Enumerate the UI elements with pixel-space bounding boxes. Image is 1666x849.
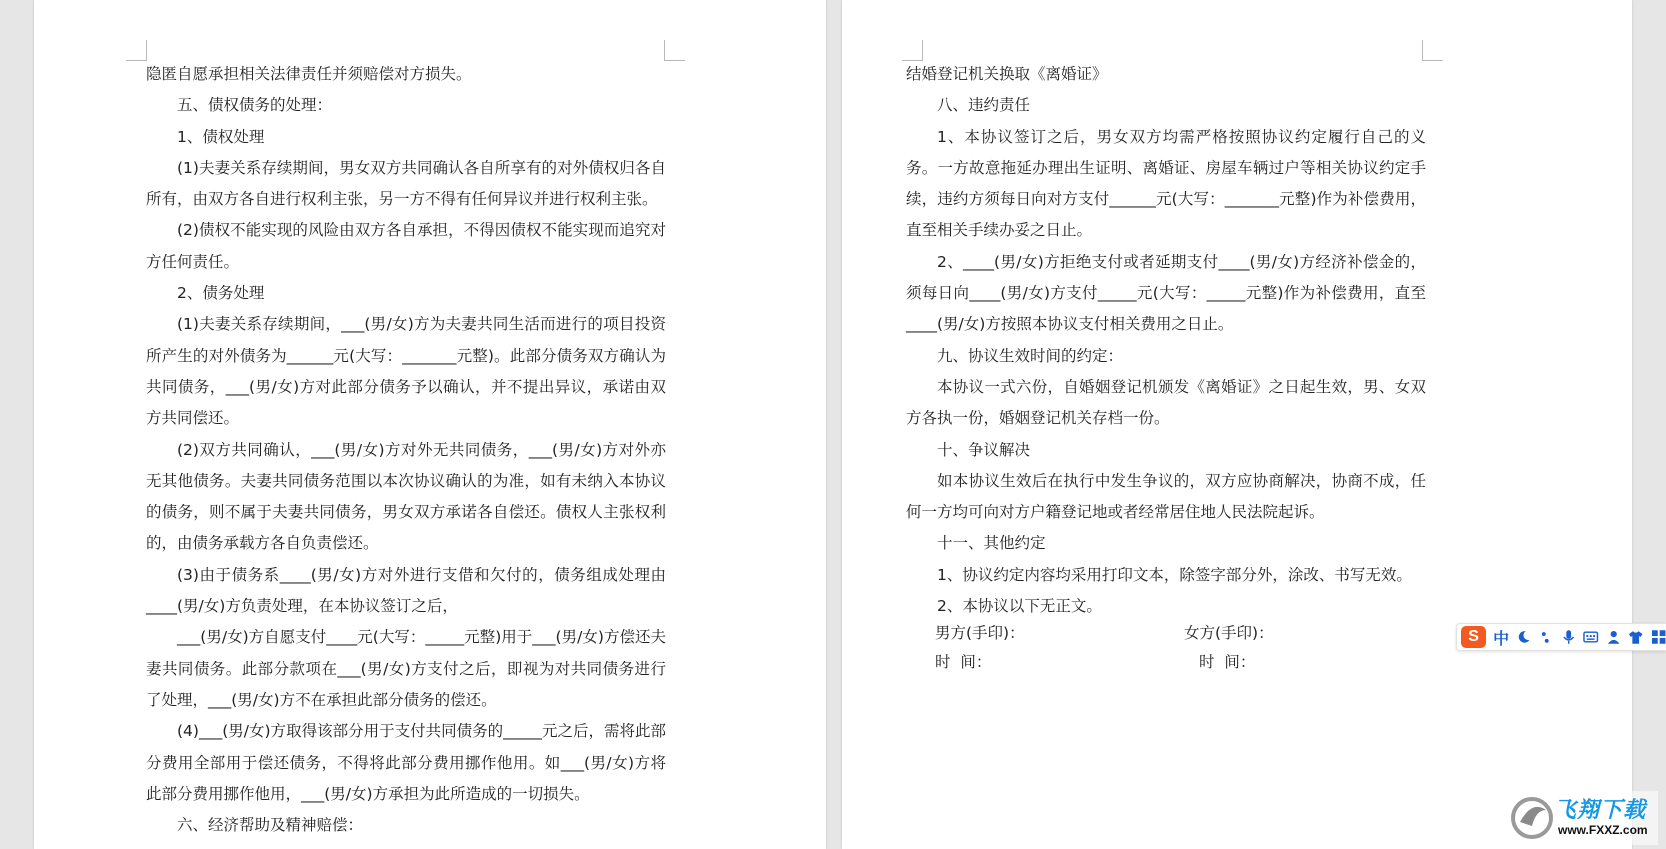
margin-corner-mark bbox=[126, 40, 147, 61]
user-icon[interactable] bbox=[1606, 629, 1621, 645]
paragraph: 2、债务处理 bbox=[177, 284, 265, 303]
watermark-url: www.FXXZ.com bbox=[1558, 823, 1648, 837]
keyboard-icon[interactable] bbox=[1583, 629, 1598, 645]
watermark-logo-icon bbox=[1510, 796, 1554, 840]
paragraph: 2、____(男/女)方拒绝支付或者延期支付____(男/女)方经济补偿金的，须每日向____(男/女)方支付_____元(大写：_____元整)作为补偿费用，直至____(男/女)方按照本协议支付相关费用之日止。 bbox=[906, 252, 1426, 334]
paragraph: (1)夫妻关系存续期间，男女双方共同确认各自所享有的对外债权归各自所有，由双方各自进行权利主张，另一方不得有任何异议并进行权利主张。 bbox=[146, 158, 666, 209]
microphone-icon[interactable] bbox=[1561, 629, 1576, 645]
paragraph: 1、协议约定内容均采用打印文本，除签字部分外，涂改、书写无效。 bbox=[937, 565, 1412, 584]
punctuation-icon[interactable] bbox=[1539, 629, 1554, 645]
site-watermark bbox=[1508, 791, 1658, 845]
watermark-title: 飞翔下载 bbox=[1554, 797, 1647, 822]
sogou-logo-icon[interactable]: S bbox=[1461, 626, 1486, 648]
skin-shirt-icon[interactable] bbox=[1628, 629, 1643, 645]
paragraph: 2、本协议以下无正文。 bbox=[937, 597, 1102, 616]
paragraph: (1)夫妻关系存续期间，___(男/女)方为夫妻共同生活而进行的项目投资所产生的对外债务为______元(大写：_______元整)。此部分债务双方确认为共同债务，___(男/女)方对此部分债务予以确认，并不提出异议，承诺由双方共同偿还。 bbox=[146, 315, 666, 428]
margin-corner-mark bbox=[664, 40, 685, 61]
moon-icon[interactable] bbox=[1516, 629, 1531, 645]
paragraph: 六、经济帮助及精神赔偿： bbox=[177, 816, 364, 835]
paragraph: (2)债权不能实现的风险由双方各自承担，不得因债权不能实现而追究对方任何责任。 bbox=[146, 221, 666, 271]
paragraph: ___(男/女)方自愿支付____元(大写：_____元整)用于___(男/女)方偿还夫妻共同债务。此部分款项在___(男/女)方支付之后，即视为对共同债务进行了处理，___(男/女)方不在承担此部分债务的偿还。 bbox=[146, 628, 666, 709]
paragraph: 如本协议生效后在执行中发生争议的，双方应协商解决，协商不成，任何一方均可向对方户籍登记地或者经常居住地人民法院起诉。 bbox=[906, 471, 1426, 522]
margin-corner-mark bbox=[902, 40, 923, 61]
document-page-right[interactable] bbox=[842, 0, 1632, 849]
female-time-label: 时 间： bbox=[1199, 653, 1256, 671]
paragraph: 八、违约责任 bbox=[937, 96, 1031, 115]
paragraph: 结婚登记机关换取《离婚证》 bbox=[906, 65, 1108, 83]
paragraph: (4)___(男/女)方取得该部分用于支付共同债务的_____元之后，需将此部分费用全部用于偿还债务，不得将此部分费用挪作他用。如___(男/女)方将此部分费用挪作他用，___(男/女)方承担为此所造成的一切损失。 bbox=[146, 722, 666, 803]
right-page-body-text[interactable] bbox=[906, 59, 1426, 622]
ime-toolbar[interactable] bbox=[1456, 623, 1666, 651]
ime-language-mode-button[interactable]: 中 bbox=[1493, 628, 1510, 648]
male-time-label: 时 间： bbox=[935, 653, 992, 671]
paragraph: 隐匿自愿承担相关法律责任并须赔偿对方损失。 bbox=[146, 65, 472, 83]
paragraph: 十一、其他约定 bbox=[937, 534, 1046, 553]
paragraph: (2)双方共同确认，___(男/女)方对外无共同债务，___(男/女)方对外亦无其他债务。夫妻共同债务范围以本次协议确认的为准，如有未纳入本协议的债务，则不属于夫妻共同债务，男女双方承诺各自偿还。债权人主张权利的，由债务承载方各自负责偿还。 bbox=[146, 440, 666, 553]
paragraph: 九、协议生效时间的约定： bbox=[937, 346, 1124, 365]
grid-menu-icon[interactable] bbox=[1651, 629, 1666, 645]
paragraph: (3)由于债务系____(男/女)方对外进行支借和欠付的，债务组成处理由____(男/女)方负责处理，在本协议签订之后， bbox=[146, 565, 666, 616]
male-signature-label: 男方(手印)： bbox=[935, 624, 1025, 642]
paragraph: 五、债权债务的处理： bbox=[177, 96, 333, 115]
margin-corner-mark bbox=[1422, 40, 1443, 61]
paragraph: 十、争议解决 bbox=[937, 440, 1031, 459]
left-page-body-text[interactable] bbox=[146, 59, 666, 841]
paragraph: 1、债权处理 bbox=[177, 127, 265, 146]
female-signature-label: 女方(手印)： bbox=[1184, 624, 1274, 642]
paragraph: 本协议一式六份，自婚姻登记机颁发《离婚证》之日起生效，男、女双方各执一份，婚姻登记机关存档一份。 bbox=[906, 377, 1426, 428]
document-page-left[interactable] bbox=[34, 0, 826, 849]
paragraph: 1、本协议签订之后，男女双方均需严格按照协议约定履行自己的义务。一方故意拖延办理出生证明、离婚证、房屋车辆过户等相关协议约定手续，违约方须每日向对方支付______元(大写：_______元整)作为补偿费用，直至相关手续办妥之日止。 bbox=[906, 127, 1426, 240]
